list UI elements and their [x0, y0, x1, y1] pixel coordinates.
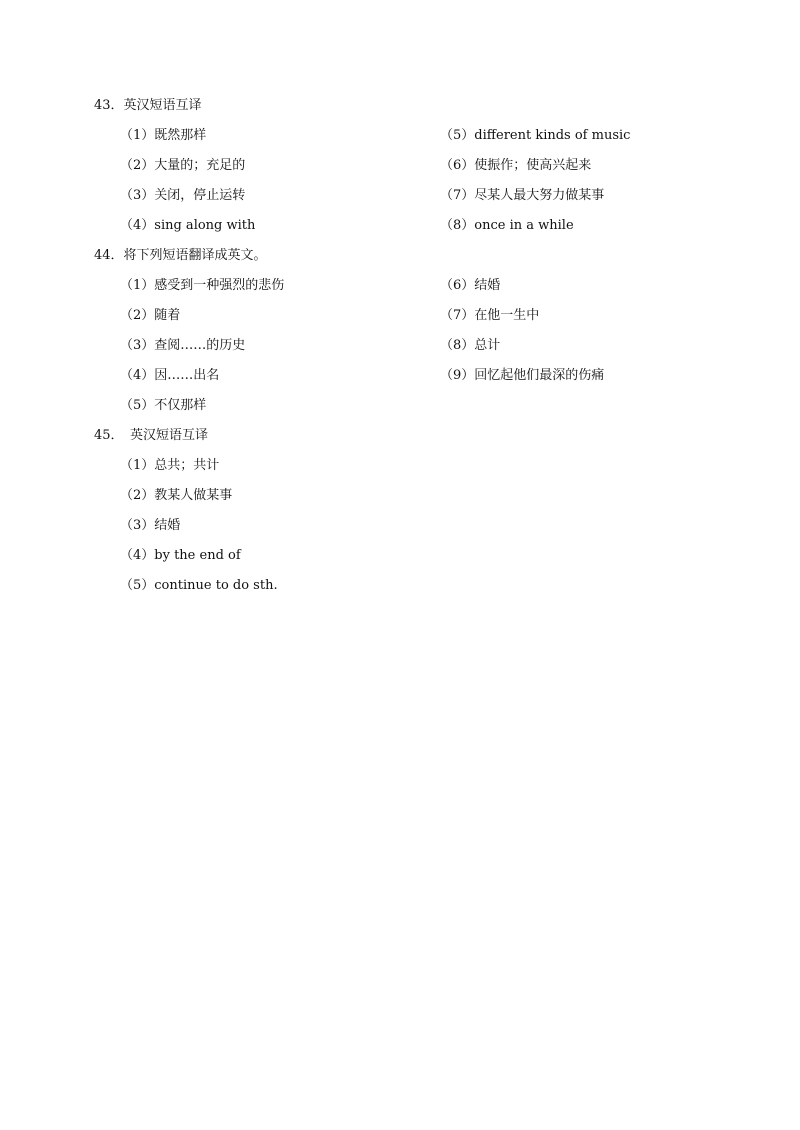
item-text: 总计: [474, 338, 501, 353]
item-text: sing along with: [154, 218, 256, 233]
item-text: 因……出名: [154, 368, 220, 383]
question-43-title: 43．英汉短语互译: [94, 98, 202, 113]
item-number: （5）: [120, 578, 155, 593]
item-text: continue to do sth.: [154, 578, 278, 593]
item-text: 随着: [154, 308, 181, 323]
item-number: （3）: [120, 188, 155, 203]
item-number: （6）: [440, 278, 475, 293]
item-text: 尽某人最大努力做某事: [474, 188, 605, 203]
q44-item-3: [120, 337, 245, 355]
item-number: （6）: [440, 158, 475, 173]
q43-item-5: [440, 127, 630, 145]
item-number: （2）: [120, 308, 155, 323]
q44-item-1: [120, 277, 284, 295]
q44-item-7: [440, 307, 539, 325]
q45-item-4: [120, 547, 241, 565]
item-text: by the end of: [154, 548, 241, 563]
item-text: once in a while: [474, 218, 574, 233]
item-number: （1）: [120, 458, 155, 473]
q43-item-8: [440, 217, 574, 235]
q43-item-6: [440, 157, 591, 175]
q45-item-2: [120, 487, 232, 505]
item-number: （7）: [440, 188, 475, 203]
item-number: （3）: [120, 518, 155, 533]
q44-item-4: [120, 367, 219, 385]
item-text: 在他一生中: [474, 308, 540, 323]
item-text: 结婚: [474, 278, 501, 293]
item-number: （8）: [440, 338, 475, 353]
q45-item-1: [120, 457, 219, 475]
item-number: （4）: [120, 218, 155, 233]
item-text: 既然那样: [154, 128, 207, 143]
item-text: 回忆起他们最深的伤痛: [474, 368, 605, 383]
question-45-title: 45． 英汉短语互译: [94, 428, 209, 443]
item-text: 大量的；充足的: [154, 158, 246, 173]
item-text: 感受到一种强烈的悲伤: [154, 278, 285, 293]
q43-item-1: [120, 127, 206, 145]
q43-item-4: [120, 217, 255, 235]
item-number: （2）: [120, 158, 155, 173]
q44-item-6: [440, 277, 500, 295]
item-number: （1）: [120, 278, 155, 293]
item-number: （4）: [120, 368, 155, 383]
item-number: （5）: [120, 398, 155, 413]
q43-item-3: [120, 187, 245, 205]
item-text: 教某人做某事: [154, 488, 233, 503]
q43-item-7: [440, 187, 604, 205]
q44-item-9: [440, 367, 604, 385]
question-44-title: 44．将下列短语翻译成英文。: [94, 248, 267, 263]
item-number: （7）: [440, 308, 475, 323]
item-number: （1）: [120, 128, 155, 143]
q44-item-5: [120, 397, 206, 415]
item-text: 结婚: [154, 518, 181, 533]
item-number: （2）: [120, 488, 155, 503]
item-text: 关闭，停止运转: [154, 188, 246, 203]
item-number: （8）: [440, 218, 475, 233]
item-number: （4）: [120, 548, 155, 563]
item-text: 使振作；使高兴起来: [474, 158, 592, 173]
item-text: 总共；共计: [154, 458, 220, 473]
q44-item-2: [120, 307, 180, 325]
q43-item-2: [120, 157, 245, 175]
q45-item-5: [120, 577, 278, 595]
item-number: （3）: [120, 338, 155, 353]
q45-item-3: [120, 517, 180, 535]
item-text: 查阅……的历史: [154, 338, 246, 353]
item-text: different kinds of music: [474, 128, 631, 143]
item-number: （9）: [440, 368, 475, 383]
item-number: （5）: [440, 128, 475, 143]
item-text: 不仅那样: [154, 398, 207, 413]
q44-item-8: [440, 337, 500, 355]
